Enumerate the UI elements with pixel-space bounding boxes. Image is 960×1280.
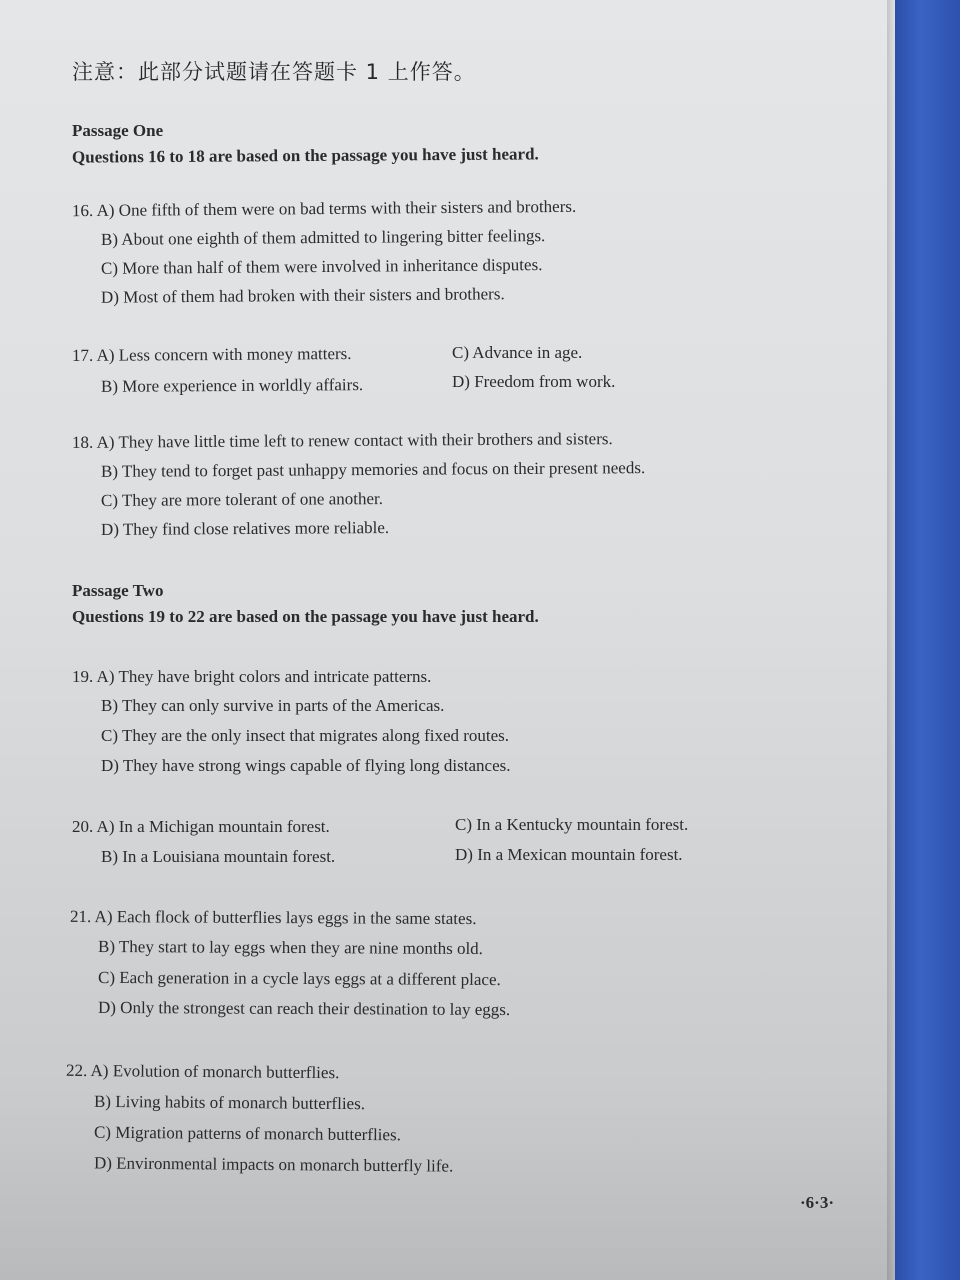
passage-one-title: Passage One (72, 121, 164, 140)
q17-option-b: B) More experience in worldly affairs. (100, 375, 364, 396)
blue-background (895, 0, 960, 1280)
q17-option-d: D) Freedom from work. (452, 372, 616, 391)
q20-option-b: B) In a Louisiana mountain forest. (101, 847, 336, 866)
q16-option-c: C) More than half of them were involved in inheritance disputes. (100, 255, 543, 278)
q18-option-d: D) They find close relatives more reliable. (100, 517, 390, 540)
q22-option-d: D) Environmental impacts on monarch butterfly life. (93, 1153, 454, 1176)
q17-option-c: C) Advance in age. (452, 343, 583, 362)
q20-option-c: C) In a Kentucky mountain forest. (455, 815, 689, 834)
q22-option-a: 22. A) Evolution of monarch butterflies. (65, 1060, 340, 1083)
passage-two-questions: Questions 19 to 22 are based on the passage you have just heard. (72, 607, 539, 626)
q22-option-b: B) Living habits of monarch butterflies. (93, 1091, 366, 1114)
q21-option-c: C) Each generation in a cycle lays eggs at a different place. (97, 967, 501, 990)
q19-option-d: D) They have strong wings capable of flying long distances. (101, 756, 511, 775)
answer-sheet-notice: 注意：此部分试题请在答题卡 1 上作答。 (72, 60, 476, 84)
q20-option-d: D) In a Mexican mountain forest. (455, 845, 683, 864)
q16-option-d: D) Most of them had broken with their sisters and brothers. (100, 284, 505, 307)
q16-option-b: B) About one eighth of them admitted to lingering bitter feelings. (100, 226, 546, 249)
passage-two-title: Passage Two (72, 581, 164, 600)
q21-option-b: B) They start to lay eggs when they are nine months old. (97, 936, 484, 959)
q20-option-a: 20. A) In a Michigan mountain forest. (72, 817, 330, 836)
q19-option-b: B) They can only survive in parts of the Americas. (101, 696, 445, 715)
q18-option-a: 18. A) They have little time left to renew contact with their brothers and sisters. (71, 429, 613, 452)
q21-option-d: D) Only the strongest can reach their destination to lay eggs. (97, 997, 511, 1020)
page-number: ·6·3· (800, 1193, 835, 1212)
q22-option-c: C) Migration patterns of monarch butterflies. (93, 1122, 401, 1145)
q19-option-c: C) They are the only insect that migrates along fixed routes. (101, 726, 510, 745)
q19-option-a: 19. A) They have bright colors and intricate patterns. (72, 667, 432, 686)
q18-option-b: B) They tend to forget past unhappy memories and focus on their present needs. (100, 458, 646, 481)
q21-option-a: 21. A) Each flock of butterflies lays eggs in the same states. (69, 906, 477, 929)
q18-option-c: C) They are more tolerant of one another. (100, 489, 384, 510)
q16-option-a: 16. A) One fifth of them were on bad terms with their sisters and brothers. (71, 196, 577, 221)
q17-option-a: 17. A) Less concern with money matters. (71, 344, 352, 365)
passage-one-questions: Questions 16 to 18 are based on the passage you have just heard. (71, 144, 539, 167)
